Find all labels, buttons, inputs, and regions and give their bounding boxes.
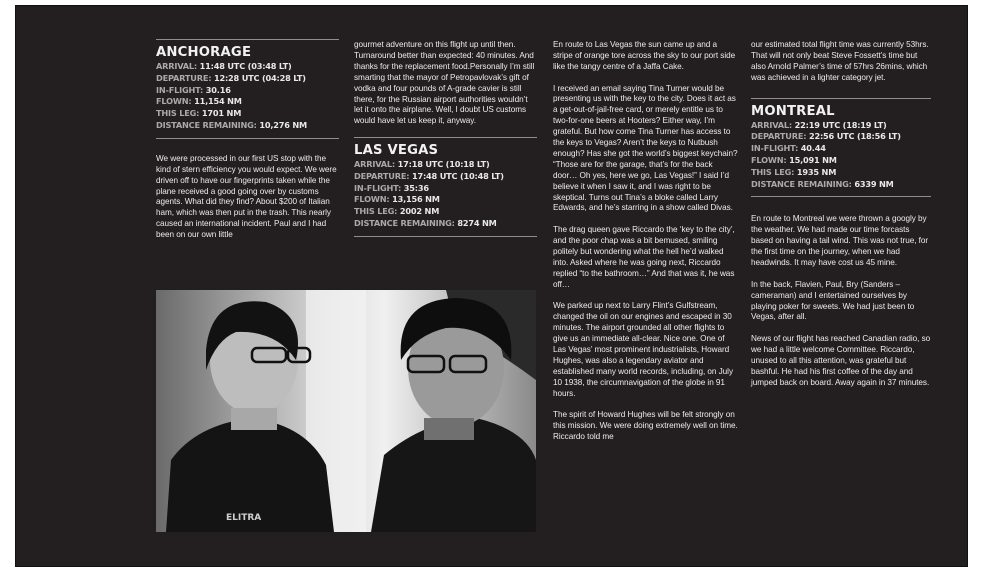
stat-row: IN-FLIGHT: 35:36 xyxy=(354,182,429,193)
stat-row: ARRIVAL: 11:48 UTC (03:48 LT) xyxy=(156,61,292,71)
stat-row: IN-FLIGHT: 40.44 xyxy=(751,143,826,154)
stat-row: DISTANCE REMAINING: 6339 NM xyxy=(751,178,894,189)
section-rule xyxy=(354,137,537,138)
las-vegas-body: I received an email saying Tina Turner would be presenting us with the key to the city. Does it act as a get-out-of-jail-free card, or merely entitle us to two-for-one beers at Hooters? Either way, I’m grateful. But how come Tina Turner has access to the keys to Vegas? Aren’t the keys to Nutbush enough? Has she got the world’s biggest keychain? “Those are for the garage, that’s for the back door… Oh yes, here we go, Las Vegas!” I said I’d believe it when I saw it, and I was right to be skeptical. Turns out Tina’s a bloke called Larry Edwards, and he’s starring in a show called Divas. xyxy=(553,83,738,213)
crew-photo-illustration xyxy=(156,290,536,532)
section-rule xyxy=(751,98,931,99)
stat-row: DEPARTURE: 17:48 UTC (10:48 LT) xyxy=(354,170,504,181)
stat-row: ARRIVAL: 17:18 UTC (10:18 LT) xyxy=(354,159,490,170)
column-3 xyxy=(553,40,738,454)
las-vegas-stats xyxy=(354,159,537,230)
anchorage-heading: ANCHORAGE xyxy=(156,45,252,60)
montreal-body: In the back, Flavien, Paul, Bry (Sanders – cameraman) and I entertained ourselves by playing poker for sweets. We had just been to Vegas, after all. xyxy=(751,279,915,322)
stat-row: IN-FLIGHT: 30.16 xyxy=(156,84,231,95)
section-rule xyxy=(156,138,339,139)
las-vegas-body-continued: our estimated total flight time was currently 53hrs. That will not only beat Steve Fossett’s time but also Arnold Palmer’s time of 57hrs 26mins, which was achieved in a lighter category jet. xyxy=(751,40,929,82)
stat-row: THIS LEG: 2002 NM xyxy=(354,206,440,217)
crew-photo xyxy=(156,290,536,532)
stat-row: DISTANCE REMAINING: 8274 NM xyxy=(354,218,497,229)
section-rule xyxy=(751,196,931,197)
column-4 xyxy=(751,40,931,399)
stat-row: FLOWN: 15,091 NM xyxy=(751,155,837,166)
stat-row: DEPARTURE: 12:28 UTC (04:28 LT) xyxy=(156,72,306,83)
section-rule xyxy=(156,39,339,40)
las-vegas-body: The drag queen gave Riccardo the ‘key to the city’, and the poor chap was a bit bemused, smiling politely but wondering what the hell he’d walked into. Asked where he was going next, Riccardo replied “to the bathroom…” And that was it, he was off… xyxy=(553,225,735,289)
las-vegas-heading: LAS VEGAS xyxy=(354,143,439,159)
las-vegas-body: The spirit of Howard Hughes will be felt strongly on this mission. We were doing extremely well on time. Riccardo told me xyxy=(553,410,738,442)
montreal-heading: MONTREAL xyxy=(751,103,835,119)
stat-row: ARRIVAL: 22:19 UTC (18:19 LT) xyxy=(751,119,887,130)
stat-row: FLOWN: 13,156 NM xyxy=(354,194,440,205)
column-1 xyxy=(156,39,339,252)
montreal-body: News of our flight has reached Canadian radio, so we had a little welcome Committee. Riccardo, unused to all this attention, was grateful but bashful. He had his first coffee of the day and jumped back on board. Away again in 37 minutes. xyxy=(751,334,931,387)
jacket-logo-text: ELITRA xyxy=(226,513,262,523)
stat-row: DEPARTURE: 22:56 UTC (18:56 LT) xyxy=(751,131,901,142)
anchorage-body: We were processed in our first US stop with the kind of stern efficiency you would expect. We were driven off to have our fingerprints taken while the plane received a good going over by customs agents. What did they find? About $200 of Italian ham, which was then put in the trash. This nearly caused an international incident. Paul and I had been on our own little xyxy=(156,153,337,240)
stat-row: THIS LEG: 1935 NM xyxy=(751,166,837,177)
section-rule xyxy=(354,236,537,237)
magazine-page xyxy=(16,6,967,566)
stat-row: DISTANCE REMAINING: 10,276 NM xyxy=(156,119,307,130)
column-2 xyxy=(354,40,537,237)
stat-row: THIS LEG: 1701 NM xyxy=(156,108,242,119)
las-vegas-body: En route to Las Vegas the sun came up and a stripe of orange tore across the sky to our port side like the tangy centre of a Jaffa Cake. xyxy=(553,40,736,71)
anchorage-body-continued: gourmet adventure on this flight up until then. Turnaround better than expected: 40 minutes. And thanks for the replacement food.Personally I’m still smarting that the mayor of Petropavlovak’s gift of vodka and four pounds of A-grade cavier is still there, for the Russian airport authorities wouldn’t let it onto the airplane. Well, I doubt US customs would have let us keep it, anyway. xyxy=(354,40,535,126)
anchorage-stats xyxy=(156,61,339,132)
montreal-stats xyxy=(751,120,931,191)
stat-row: FLOWN: 11,154 NM xyxy=(156,96,242,107)
las-vegas-body: We parked up next to Larry Flint’s Gulfstream, changed the oil on our engines and escaped in 30 minutes. The airport grounded all other flights to give us an immediate all-clear. Nice one. One of Las Vegas’ most prominent industrialists, Howard Hughes, was also a legendary aviator and established many world records, including, on July 10 1938, the circumnavigation of the globe in 91 hours. xyxy=(553,301,733,398)
montreal-body: En route to Montreal we were thrown a googly by the weather. We had made our time forcasts based on having a tail wind. This was not true, for the first time on the journey, when we had headwinds. It may have cost us 45 mine. xyxy=(751,214,929,268)
